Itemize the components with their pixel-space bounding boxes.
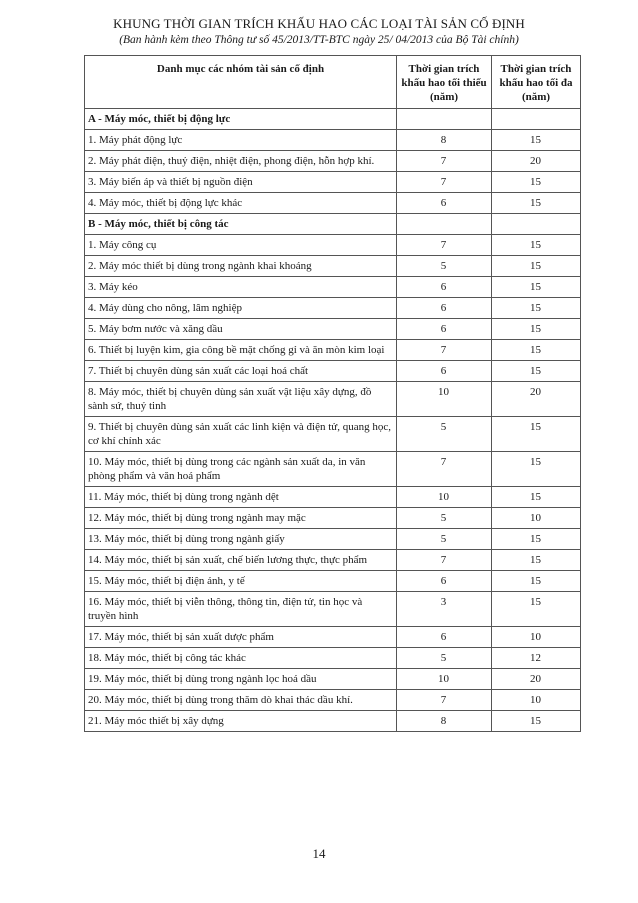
- min-years-cell: 10: [397, 487, 492, 508]
- min-years-cell: 8: [397, 711, 492, 732]
- asset-name-cell: 14. Máy móc, thiết bị sản xuất, chế biến lương thực, thực phẩm: [85, 550, 397, 571]
- table-row: [85, 627, 581, 648]
- max-years-cell: 15: [492, 592, 581, 627]
- min-years-cell: [397, 214, 492, 235]
- table-row: [85, 235, 581, 256]
- min-years-cell: 3: [397, 592, 492, 627]
- min-years-cell: 6: [397, 571, 492, 592]
- table-row: [85, 298, 581, 319]
- asset-name-cell: 10. Máy móc, thiết bị dùng trong các ngành sản xuất da, in văn phòng phẩm và văn hoá phẩm: [85, 452, 397, 487]
- max-years-cell: 15: [492, 529, 581, 550]
- min-years-cell: 7: [397, 235, 492, 256]
- min-years-cell: 7: [397, 172, 492, 193]
- asset-name-cell: 19. Máy móc, thiết bị dùng trong ngành lọc hoá dầu: [85, 669, 397, 690]
- header-min-years: Thời gian trích khấu hao tối thiểu (năm): [397, 56, 492, 109]
- min-years-cell: 10: [397, 382, 492, 417]
- asset-name-cell: 1. Máy phát động lực: [85, 130, 397, 151]
- max-years-cell: 15: [492, 130, 581, 151]
- asset-name-cell: 9. Thiết bị chuyên dùng sản xuất các linh kiện và điện tử, quang học, cơ khí chính xác: [85, 417, 397, 452]
- table-row: [85, 487, 581, 508]
- asset-name-cell: 2. Máy phát điện, thuỷ điện, nhiệt điện, phong điện, hỗn hợp khí.: [85, 151, 397, 172]
- max-years-cell: 20: [492, 382, 581, 417]
- min-years-cell: 7: [397, 151, 492, 172]
- table-row: [85, 361, 581, 382]
- asset-name-cell: 13. Máy móc, thiết bị dùng trong ngành giấy: [85, 529, 397, 550]
- min-years-cell: 7: [397, 340, 492, 361]
- table-row: [85, 529, 581, 550]
- table-row: [85, 172, 581, 193]
- asset-name-cell: 1. Máy công cụ: [85, 235, 397, 256]
- table-group-row: [85, 214, 581, 235]
- max-years-cell: 15: [492, 193, 581, 214]
- max-years-cell: 20: [492, 151, 581, 172]
- table-row: [85, 550, 581, 571]
- max-years-cell: 10: [492, 690, 581, 711]
- table-row: [85, 648, 581, 669]
- min-years-cell: 8: [397, 130, 492, 151]
- max-years-cell: 10: [492, 627, 581, 648]
- asset-name-cell: 20. Máy móc, thiết bị dùng trong thăm dò khai thác dầu khí.: [85, 690, 397, 711]
- table-row: [85, 256, 581, 277]
- table-row: [85, 382, 581, 417]
- min-years-cell: 6: [397, 277, 492, 298]
- min-years-cell: 6: [397, 361, 492, 382]
- table-header-row: [85, 56, 581, 109]
- table-row: [85, 340, 581, 361]
- asset-name-cell: A - Máy móc, thiết bị động lực: [85, 109, 397, 130]
- asset-name-cell: 6. Thiết bị luyện kim, gia công bề mặt chống gỉ và ăn mòn kim loại: [85, 340, 397, 361]
- max-years-cell: 20: [492, 669, 581, 690]
- asset-name-cell: 3. Máy kéo: [85, 277, 397, 298]
- depreciation-table: [84, 55, 581, 732]
- max-years-cell: 15: [492, 417, 581, 452]
- asset-name-cell: 4. Máy móc, thiết bị động lực khác: [85, 193, 397, 214]
- min-years-cell: 7: [397, 550, 492, 571]
- asset-name-cell: 3. Máy biến áp và thiết bị nguồn điện: [85, 172, 397, 193]
- max-years-cell: [492, 109, 581, 130]
- asset-name-cell: 8. Máy móc, thiết bị chuyên dùng sản xuất vật liệu xây dựng, đồ sành sứ, thuỷ tinh: [85, 382, 397, 417]
- asset-name-cell: 4. Máy dùng cho nông, lâm nghiệp: [85, 298, 397, 319]
- max-years-cell: 15: [492, 277, 581, 298]
- max-years-cell: [492, 214, 581, 235]
- table-row: [85, 690, 581, 711]
- asset-name-cell: 5. Máy bơm nước và xăng dầu: [85, 319, 397, 340]
- table-row: [85, 711, 581, 732]
- table-row: [85, 319, 581, 340]
- header-asset-group: Danh mục các nhóm tài sản cố định: [85, 56, 397, 109]
- asset-name-cell: 17. Máy móc, thiết bị sản xuất dược phẩm: [85, 627, 397, 648]
- min-years-cell: 5: [397, 417, 492, 452]
- header-max-years: Thời gian trích khấu hao tối đa (năm): [492, 56, 581, 109]
- asset-name-cell: 15. Máy móc, thiết bị điện ảnh, y tế: [85, 571, 397, 592]
- min-years-cell: 6: [397, 193, 492, 214]
- asset-name-cell: 21. Máy móc thiết bị xây dựng: [85, 711, 397, 732]
- min-years-cell: 6: [397, 319, 492, 340]
- max-years-cell: 15: [492, 235, 581, 256]
- table-group-row: [85, 109, 581, 130]
- table-row: [85, 151, 581, 172]
- max-years-cell: 10: [492, 508, 581, 529]
- table-row: [85, 571, 581, 592]
- table-row: [85, 592, 581, 627]
- asset-name-cell: 12. Máy móc, thiết bị dùng trong ngành may mặc: [85, 508, 397, 529]
- table-row: [85, 417, 581, 452]
- max-years-cell: 15: [492, 361, 581, 382]
- min-years-cell: 6: [397, 298, 492, 319]
- page-number: 14: [312, 846, 326, 861]
- max-years-cell: 15: [492, 711, 581, 732]
- max-years-cell: 15: [492, 340, 581, 361]
- asset-name-cell: 16. Máy móc, thiết bị viễn thông, thông tin, điện tử, tin học và truyền hình: [85, 592, 397, 627]
- asset-name-cell: 18. Máy móc, thiết bị công tác khác: [85, 648, 397, 669]
- max-years-cell: 15: [492, 550, 581, 571]
- min-years-cell: 6: [397, 627, 492, 648]
- table-row: [85, 193, 581, 214]
- asset-name-cell: B - Máy móc, thiết bị công tác: [85, 214, 397, 235]
- document-title: KHUNG THỜI GIAN TRÍCH KHẤU HAO CÁC LOẠI TÀI SẢN CỐ ĐỊNH: [113, 16, 525, 31]
- max-years-cell: 15: [492, 319, 581, 340]
- max-years-cell: 15: [492, 172, 581, 193]
- min-years-cell: 7: [397, 452, 492, 487]
- table-body: [85, 109, 581, 732]
- table-row: [85, 130, 581, 151]
- max-years-cell: 12: [492, 648, 581, 669]
- min-years-cell: 5: [397, 256, 492, 277]
- min-years-cell: 5: [397, 648, 492, 669]
- document-subtitle: (Ban hành kèm theo Thông tư số 45/2013/TT-BTC ngày 25/ 04/2013 của Bộ Tài chính): [119, 34, 519, 46]
- table-row: [85, 508, 581, 529]
- min-years-cell: 10: [397, 669, 492, 690]
- max-years-cell: 15: [492, 298, 581, 319]
- asset-name-cell: 2. Máy móc thiết bị dùng trong ngành khai khoáng: [85, 256, 397, 277]
- table-row: [85, 669, 581, 690]
- min-years-cell: 5: [397, 508, 492, 529]
- max-years-cell: 15: [492, 452, 581, 487]
- max-years-cell: 15: [492, 256, 581, 277]
- table-row: [85, 452, 581, 487]
- max-years-cell: 15: [492, 571, 581, 592]
- asset-name-cell: 7. Thiết bị chuyên dùng sản xuất các loại hoá chất: [85, 361, 397, 382]
- min-years-cell: 5: [397, 529, 492, 550]
- table-row: [85, 277, 581, 298]
- min-years-cell: 7: [397, 690, 492, 711]
- asset-name-cell: 11. Máy móc, thiết bị dùng trong ngành dệt: [85, 487, 397, 508]
- min-years-cell: [397, 109, 492, 130]
- max-years-cell: 15: [492, 487, 581, 508]
